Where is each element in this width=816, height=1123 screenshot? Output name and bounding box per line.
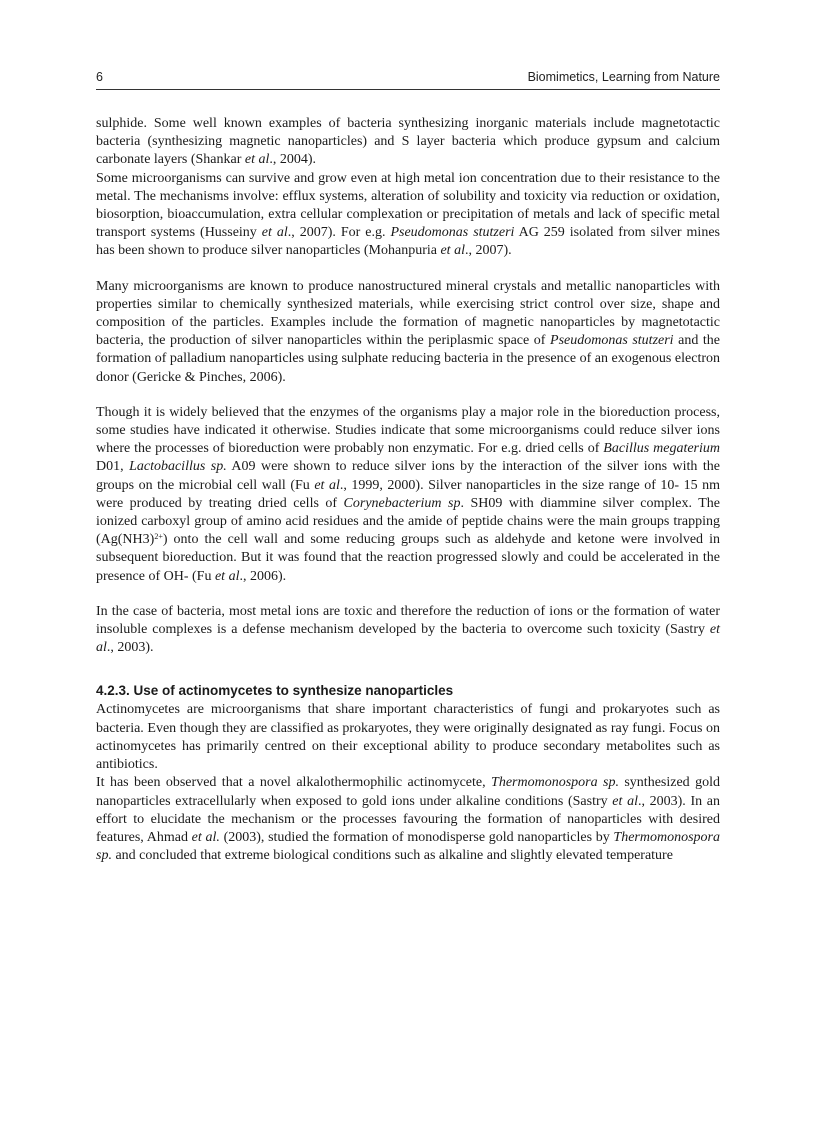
section-heading: 4.2.3. Use of actinomycetes to synthesize nanoparticles (96, 683, 454, 699)
paragraph-5: In the case of bacteria, most metal ions are toxic and therefore the reduction of ions or the formation of water insoluble complexes is a defense mechanism developed by the bacteria to overcome such toxicity (Sastry et al., 2003). (96, 603, 720, 656)
paragraph-2: Some microorganisms can survive and grow even at high metal ion concentration due to their resistance to the metal. The mechanisms involve: efflux systems, alteration of solubility and toxicity via reduction or oxidation, biosorption, bioaccumulation, extra cellular complexation or precipitation of metals and lack of specific metal transport systems (Husseiny et al., 2007). For e.g. Pseudomonas stutzeri AG 259 isolated from silver mines has been shown to produce silver nanoparticles (Mohanpuria et al., 2007). (96, 170, 720, 259)
paragraph-1: sulphide. Some well known examples of bacteria synthesizing inorganic materials include magnetotactic bacteria (synthesizing magnetic nanoparticles) and S layer bacteria which produce gypsum and calcium carbonate layers (Shankar et al., 2004). (96, 116, 720, 168)
running-title: Biomimetics, Learning from Nature (527, 70, 720, 84)
paragraph-6: Actinomycetes are microorganisms that share important characteristics of fungi and prokaryotes such as bacteria. Even though they are classified as prokaryotes, they were originally designated as ray fungi. Focus on actinomycetes has primarily centred on their exceptional ability to produce secondary metabolites such as antibiotics. (96, 702, 720, 773)
paragraph-3: Many microorganisms are known to produce nanostructured mineral crystals and metallic nanoparticles with properties similar to chemically synthesized materials, while exercising strict control over size, shape and composition of the particles. Examples include the formation of magnetic nanoparticles by magnetotactic bacteria, the production of silver nanoparticles within the periplasmic space of Pseudomonas stutzeri and the formation of palladium nanoparticles using sulphate reducing bacteria in the presence of an exogenous electron donor (Gericke & Pinches, 2006). (96, 278, 721, 385)
body-text (96, 115, 720, 865)
header-rule (96, 89, 720, 90)
page-number: 6 (96, 70, 103, 84)
paragraph-7: It has been observed that a novel alkalothermophilic actinomycete, Thermomonospora sp. synthesized gold nanoparticles extracellularly when exposed to gold ions under alkaline conditions (Sastry et al., 2003). In an effort to elucidate the mechanism or the processes favouring the formation of nanoparticles with desired features, Ahmad et al. (2003), studied the formation of monodisperse gold nanoparticles by Thermomonospora sp. and concluded that extreme biological conditions such as alkaline and slightly elevated temperature (96, 775, 721, 864)
paragraph-4: Though it is widely believed that the enzymes of the organisms play a major role in the bioreduction process, some studies have indicated it otherwise. Studies indicate that some microorganisms could reduce silver ions where the processes of bioreduction were probably non enzymatic. For e.g. dried cells of Bacillus megaterium D01, Lactobacillus sp. A09 were shown to reduce silver ions by the interaction of the silver ions with the groups on the microbial cell wall (Fu et al., 1999, 2000). Silver nanoparticles in the size range of 10- 15 nm were produced by treating dried cells of Corynebacterium sp. SH09 with diammine silver complex. The ionized carboxyl group of amino acid residues and the amide of peptide chains were the main groups trapping $(Ag(NH3)^{2+})$ onto the cell wall and some reducing groups such as aldehyde and ketone were involved in subsequent bioreduction. But it was found that the reaction progressed slowly and could be accelerated in the presence of OH- (Fu et al., 2006). (96, 404, 720, 584)
